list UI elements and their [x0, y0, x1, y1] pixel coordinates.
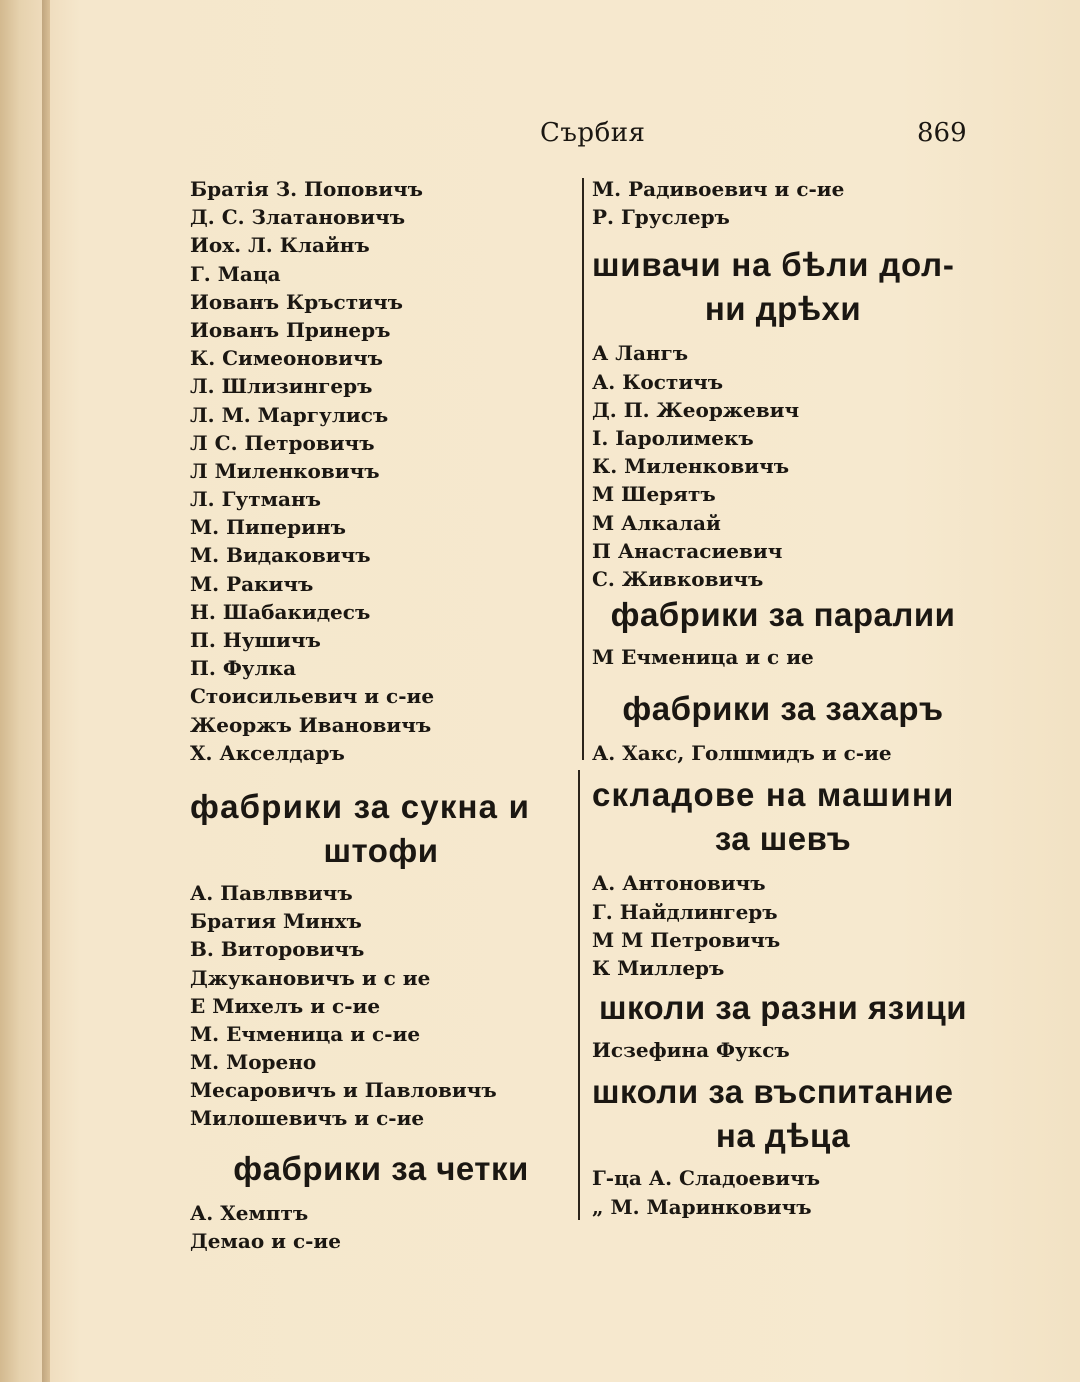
- heading-line: школи за въспитание: [592, 1073, 954, 1111]
- list-item: Демао и с-ие: [190, 1228, 341, 1253]
- languages-entries-list: [592, 1036, 974, 1064]
- section-heading-sugar: [592, 687, 974, 731]
- list-item: Иох. Л. Клайнъ: [190, 233, 370, 258]
- list-item: В. Виторовичъ: [190, 937, 365, 962]
- list-item: М Шерятъ: [592, 482, 716, 507]
- left-entries-list: [190, 175, 572, 767]
- sugar-entries-list: [592, 739, 974, 767]
- list-item: П. Фулка: [190, 656, 297, 681]
- heading-line: складове на машини: [592, 776, 955, 814]
- list-item: Л С. Петровичъ: [190, 430, 375, 455]
- list-item: Братия Минхъ: [190, 909, 362, 934]
- section-heading-underwear: [592, 243, 974, 331]
- heading-line: фабрики за захаръ: [622, 690, 944, 728]
- heading-line: штофи: [323, 831, 439, 869]
- section-heading-children: [592, 1070, 974, 1158]
- umbrellas-entries-list: [592, 643, 974, 671]
- heading-line: школи за разни язици: [598, 989, 968, 1027]
- column-divider-bottom: [578, 770, 580, 1220]
- list-item: Н. Шабакидесъ: [190, 599, 371, 624]
- right-column: [592, 175, 974, 1221]
- section-heading-sewing: [592, 773, 974, 861]
- book-spine-shadow: [42, 0, 50, 1382]
- list-item: Братія З. Поповичъ: [190, 177, 424, 201]
- column-divider-top: [582, 178, 584, 760]
- section-heading-brushes: [190, 1147, 572, 1191]
- list-item: Л. Шлизингеръ: [190, 374, 373, 399]
- list-item: Л. М. Маргулисъ: [190, 402, 389, 427]
- running-header-title: Сърбия: [540, 118, 646, 148]
- list-item: Иованъ Принеръ: [190, 317, 391, 342]
- list-item: М М Петровичъ: [592, 927, 781, 952]
- list-item: С. Живковичъ: [592, 566, 764, 591]
- section-heading-umbrellas: [592, 593, 974, 637]
- list-item: А. Павлввичъ: [190, 880, 353, 905]
- list-item: Е Михелъ и с-ие: [190, 993, 381, 1018]
- list-item: М. Радивоевич и с-ие: [592, 177, 845, 201]
- list-item: Исзефина Фуксъ: [592, 1038, 790, 1063]
- list-item: М Ечменица и с ие: [592, 645, 814, 670]
- section-heading-cloth: [190, 785, 572, 873]
- heading-line: шивачи на бѣли дол-: [592, 246, 955, 284]
- list-item: М. Пиперинъ: [190, 515, 346, 540]
- list-item: М. Видаковичъ: [190, 543, 371, 568]
- page-number: 869: [917, 118, 967, 148]
- underwear-entries-list: [592, 339, 974, 593]
- list-item: М. Ечменица и с-ие: [190, 1021, 421, 1046]
- list-item: Л Миленковичъ: [190, 458, 380, 483]
- left-column: [190, 175, 572, 1255]
- list-item: Д. С. Златановичъ: [190, 205, 406, 230]
- list-item: А. Хакс, Голшмидъ и с-ие: [592, 741, 892, 766]
- list-item: Г. Найдлингеръ: [592, 899, 778, 924]
- list-item: М Алкалай: [592, 510, 721, 535]
- heading-line: фабрики за сукна и: [190, 787, 531, 825]
- right-entries-list: [592, 175, 974, 231]
- heading-line: ни дрѣхи: [704, 290, 862, 328]
- cloth-entries-list: [190, 879, 572, 1133]
- list-item: Г-ца А. Сладоевичъ: [592, 1166, 821, 1191]
- list-item: М. Ракичъ: [190, 571, 314, 596]
- list-item: Х. Акселдаръ: [190, 740, 345, 765]
- list-item: П. Нушичъ: [190, 628, 321, 652]
- list-item: I. Iаролимекъ: [592, 425, 754, 450]
- list-item: К. Миленковичъ: [592, 454, 790, 479]
- heading-line: фабрики за четки: [233, 1149, 529, 1187]
- list-item: А Лангъ: [592, 341, 689, 366]
- list-item: Джукановичъ и с ие: [190, 965, 431, 990]
- list-item: Месаровичъ и Павловичъ: [190, 1078, 497, 1103]
- list-item: А. Хемптъ: [190, 1200, 309, 1225]
- list-item: „ М. Маринковичъ: [592, 1194, 812, 1219]
- list-item: Милошевичъ и с-ие: [190, 1106, 425, 1131]
- brushes-entries-list: [190, 1199, 572, 1255]
- list-item: Жеоржъ Ивановичъ: [190, 712, 432, 737]
- sewing-entries-list: [592, 869, 974, 982]
- list-item: Л. Гутманъ: [190, 487, 321, 512]
- list-item: Д. П. Жеоржевич: [592, 397, 800, 422]
- list-item: Р. Груслеръ: [592, 205, 730, 230]
- heading-line: фабрики за паралии: [610, 596, 956, 634]
- section-heading-languages: [592, 986, 974, 1030]
- list-item: П Анастасиевич: [592, 538, 783, 563]
- heading-line: за шевъ: [714, 820, 852, 858]
- list-item: Стоисильевич и с-ие: [190, 684, 435, 709]
- list-item: Иованъ Кръстичъ: [190, 289, 403, 314]
- list-item: А. Костичъ: [592, 369, 724, 394]
- list-item: М. Морено: [190, 1050, 317, 1075]
- list-item: К. Симеоновичъ: [190, 346, 383, 371]
- list-item: Г. Маца: [190, 261, 281, 286]
- list-item: А. Антоновичъ: [592, 871, 766, 896]
- list-item: К Миллеръ: [592, 956, 725, 980]
- children-entries-list: [592, 1164, 974, 1220]
- heading-line: на дѣца: [715, 1117, 851, 1155]
